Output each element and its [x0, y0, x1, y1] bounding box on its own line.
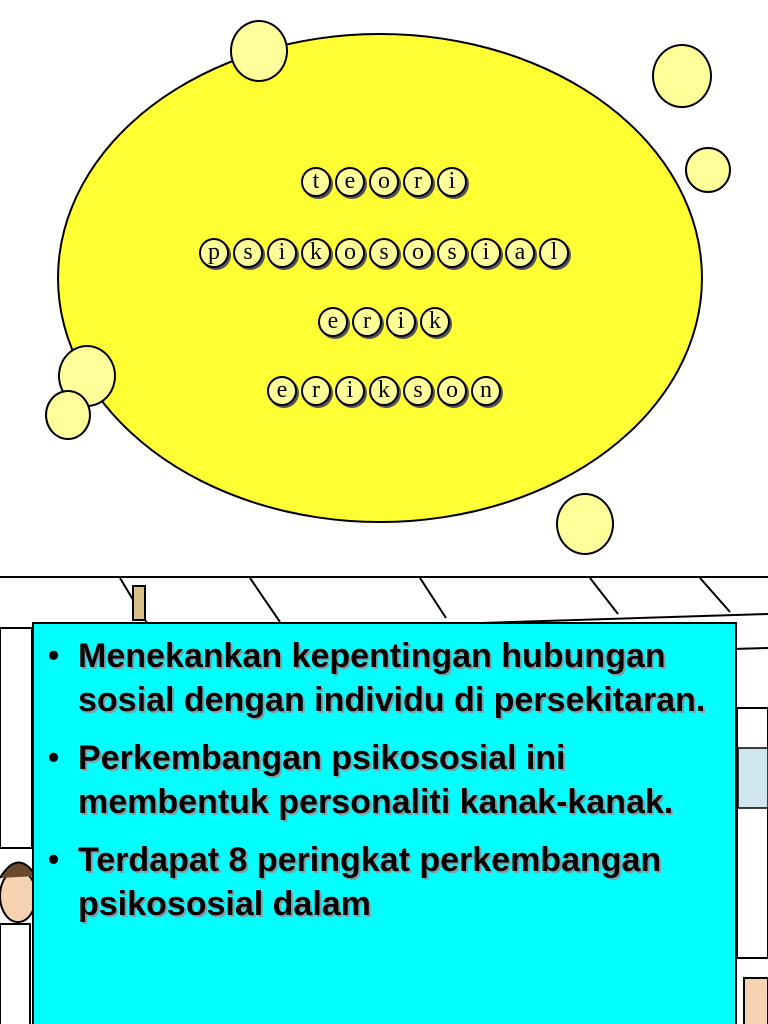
title-letter: e: [335, 167, 365, 197]
bullet-marker: •: [48, 739, 60, 775]
title-line-3: [0, 307, 768, 337]
title-letter: k: [420, 307, 450, 337]
title-line-2: [0, 238, 768, 268]
title-letter: i: [437, 167, 467, 197]
title-letter: s: [437, 238, 467, 268]
title-letter: t: [301, 167, 331, 197]
bullet-marker: •: [48, 841, 60, 877]
title-letter: p: [199, 238, 229, 268]
title-letter: r: [301, 376, 331, 406]
decorative-bubble: [230, 20, 288, 82]
title-line-4: [0, 376, 768, 406]
bullet-item: [48, 634, 715, 722]
title-letter: s: [233, 238, 263, 268]
title-letter: i: [471, 238, 501, 268]
title-letter: s: [369, 238, 399, 268]
bullet-text: Menekankan kepentingan hubungan sosial dengan individu di persekitaran.: [78, 637, 706, 719]
title-line-1: [0, 167, 768, 197]
title-letter: n: [471, 376, 501, 406]
bullet-text-box: [32, 622, 737, 1024]
bullet-item: [48, 736, 715, 824]
title-ellipse: [57, 33, 703, 523]
decorative-bubble: [556, 493, 614, 555]
title-letter: i: [335, 376, 365, 406]
title-letter: e: [267, 376, 297, 406]
title-letter: s: [403, 376, 433, 406]
title-letter: a: [505, 238, 535, 268]
bullet-text: Terdapat 8 peringkat perkembangan psikososial dalam: [78, 841, 662, 923]
bullet-item: [48, 838, 715, 926]
title-letter: o: [437, 376, 467, 406]
title-letter: i: [267, 238, 297, 268]
title-letter: k: [301, 238, 331, 268]
title-letter: r: [403, 167, 433, 197]
title-letter: r: [352, 307, 382, 337]
title-letter: e: [318, 307, 348, 337]
decorative-bubble: [652, 44, 712, 108]
title-letter: o: [369, 167, 399, 197]
title-letter: i: [386, 307, 416, 337]
title-letter: l: [539, 238, 569, 268]
title-letter: k: [369, 376, 399, 406]
content-slide: [0, 576, 768, 1024]
bullet-marker: •: [48, 637, 60, 673]
title-letter: o: [335, 238, 365, 268]
title-letter: o: [403, 238, 433, 268]
bullet-text: Perkembangan psikososial ini membentuk personaliti kanak-kanak.: [78, 739, 674, 821]
